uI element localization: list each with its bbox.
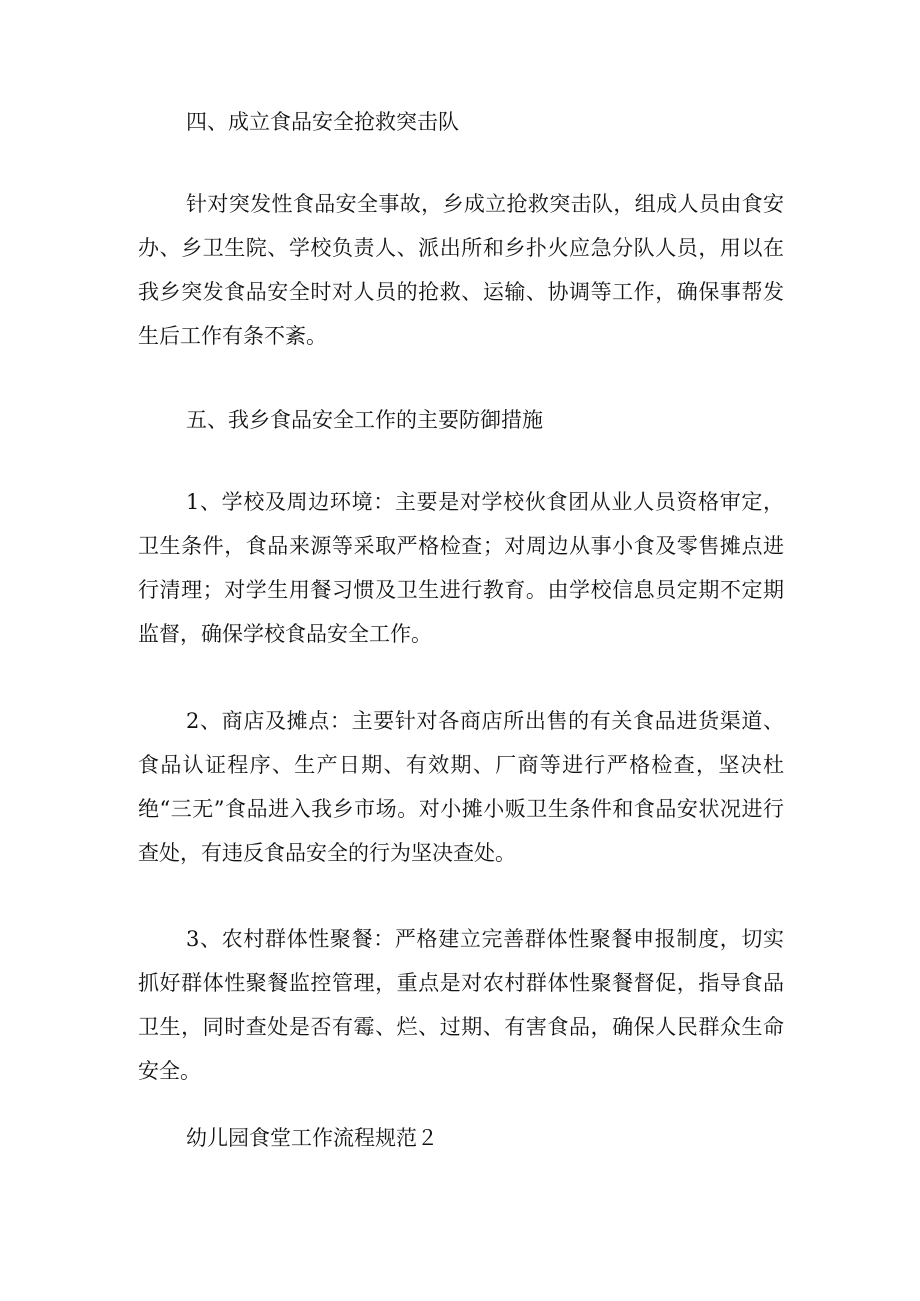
- paragraph-rescue-team: 针对突发性食品安全事故，乡成立抢救突击队，组成人员由食安办、乡卫生院、学校负责人、派出所和乡扑火应急分队人员，用以在我乡突发食品安全时对人员的抢救、运输、协调等工作，确保事帮发生后工作有条不紊。: [138, 192, 784, 348]
- paragraph-rural-group-dining: 3、农村群体性聚餐：严格建立完善群体性聚餐申报制度，切实抓好群体性聚餐监控管理，重点是对农村群体性聚餐督促，指导食品卫生，同时查处是否有霉、烂、过期、有害食品，确保人民群众生命安全。: [138, 927, 784, 1083]
- section-heading-4: 四、成立食品安全抢救突击队: [186, 110, 459, 134]
- next-document-title: 幼儿园食堂工作流程规范２: [186, 1126, 438, 1150]
- section-heading-5: 五、我乡食品安全工作的主要防御措施: [186, 408, 543, 432]
- paragraph-school-environment: 1、学校及周边环境：主要是对学校伙食团从业人员资格审定，卫生条件，食品来源等采取严格检查；对周边从事小食及零售摊点进行清理；对学生用餐习惯及卫生进行教育。由学校信息员定期不定期监督，确保学校食品安全工作。: [138, 490, 784, 646]
- paragraph-shops-and-stalls: 2、商店及摊点：主要针对各商店所出售的有关食品进货渠道、食品认证程序、生产日期、有效期、厂商等进行严格检查，坚决杜绝“三无”食品进入我乡市场。对小摊小贩卫生条件和食品安状况进行查处，有违反食品安全的行为坚决查处。: [138, 709, 784, 865]
